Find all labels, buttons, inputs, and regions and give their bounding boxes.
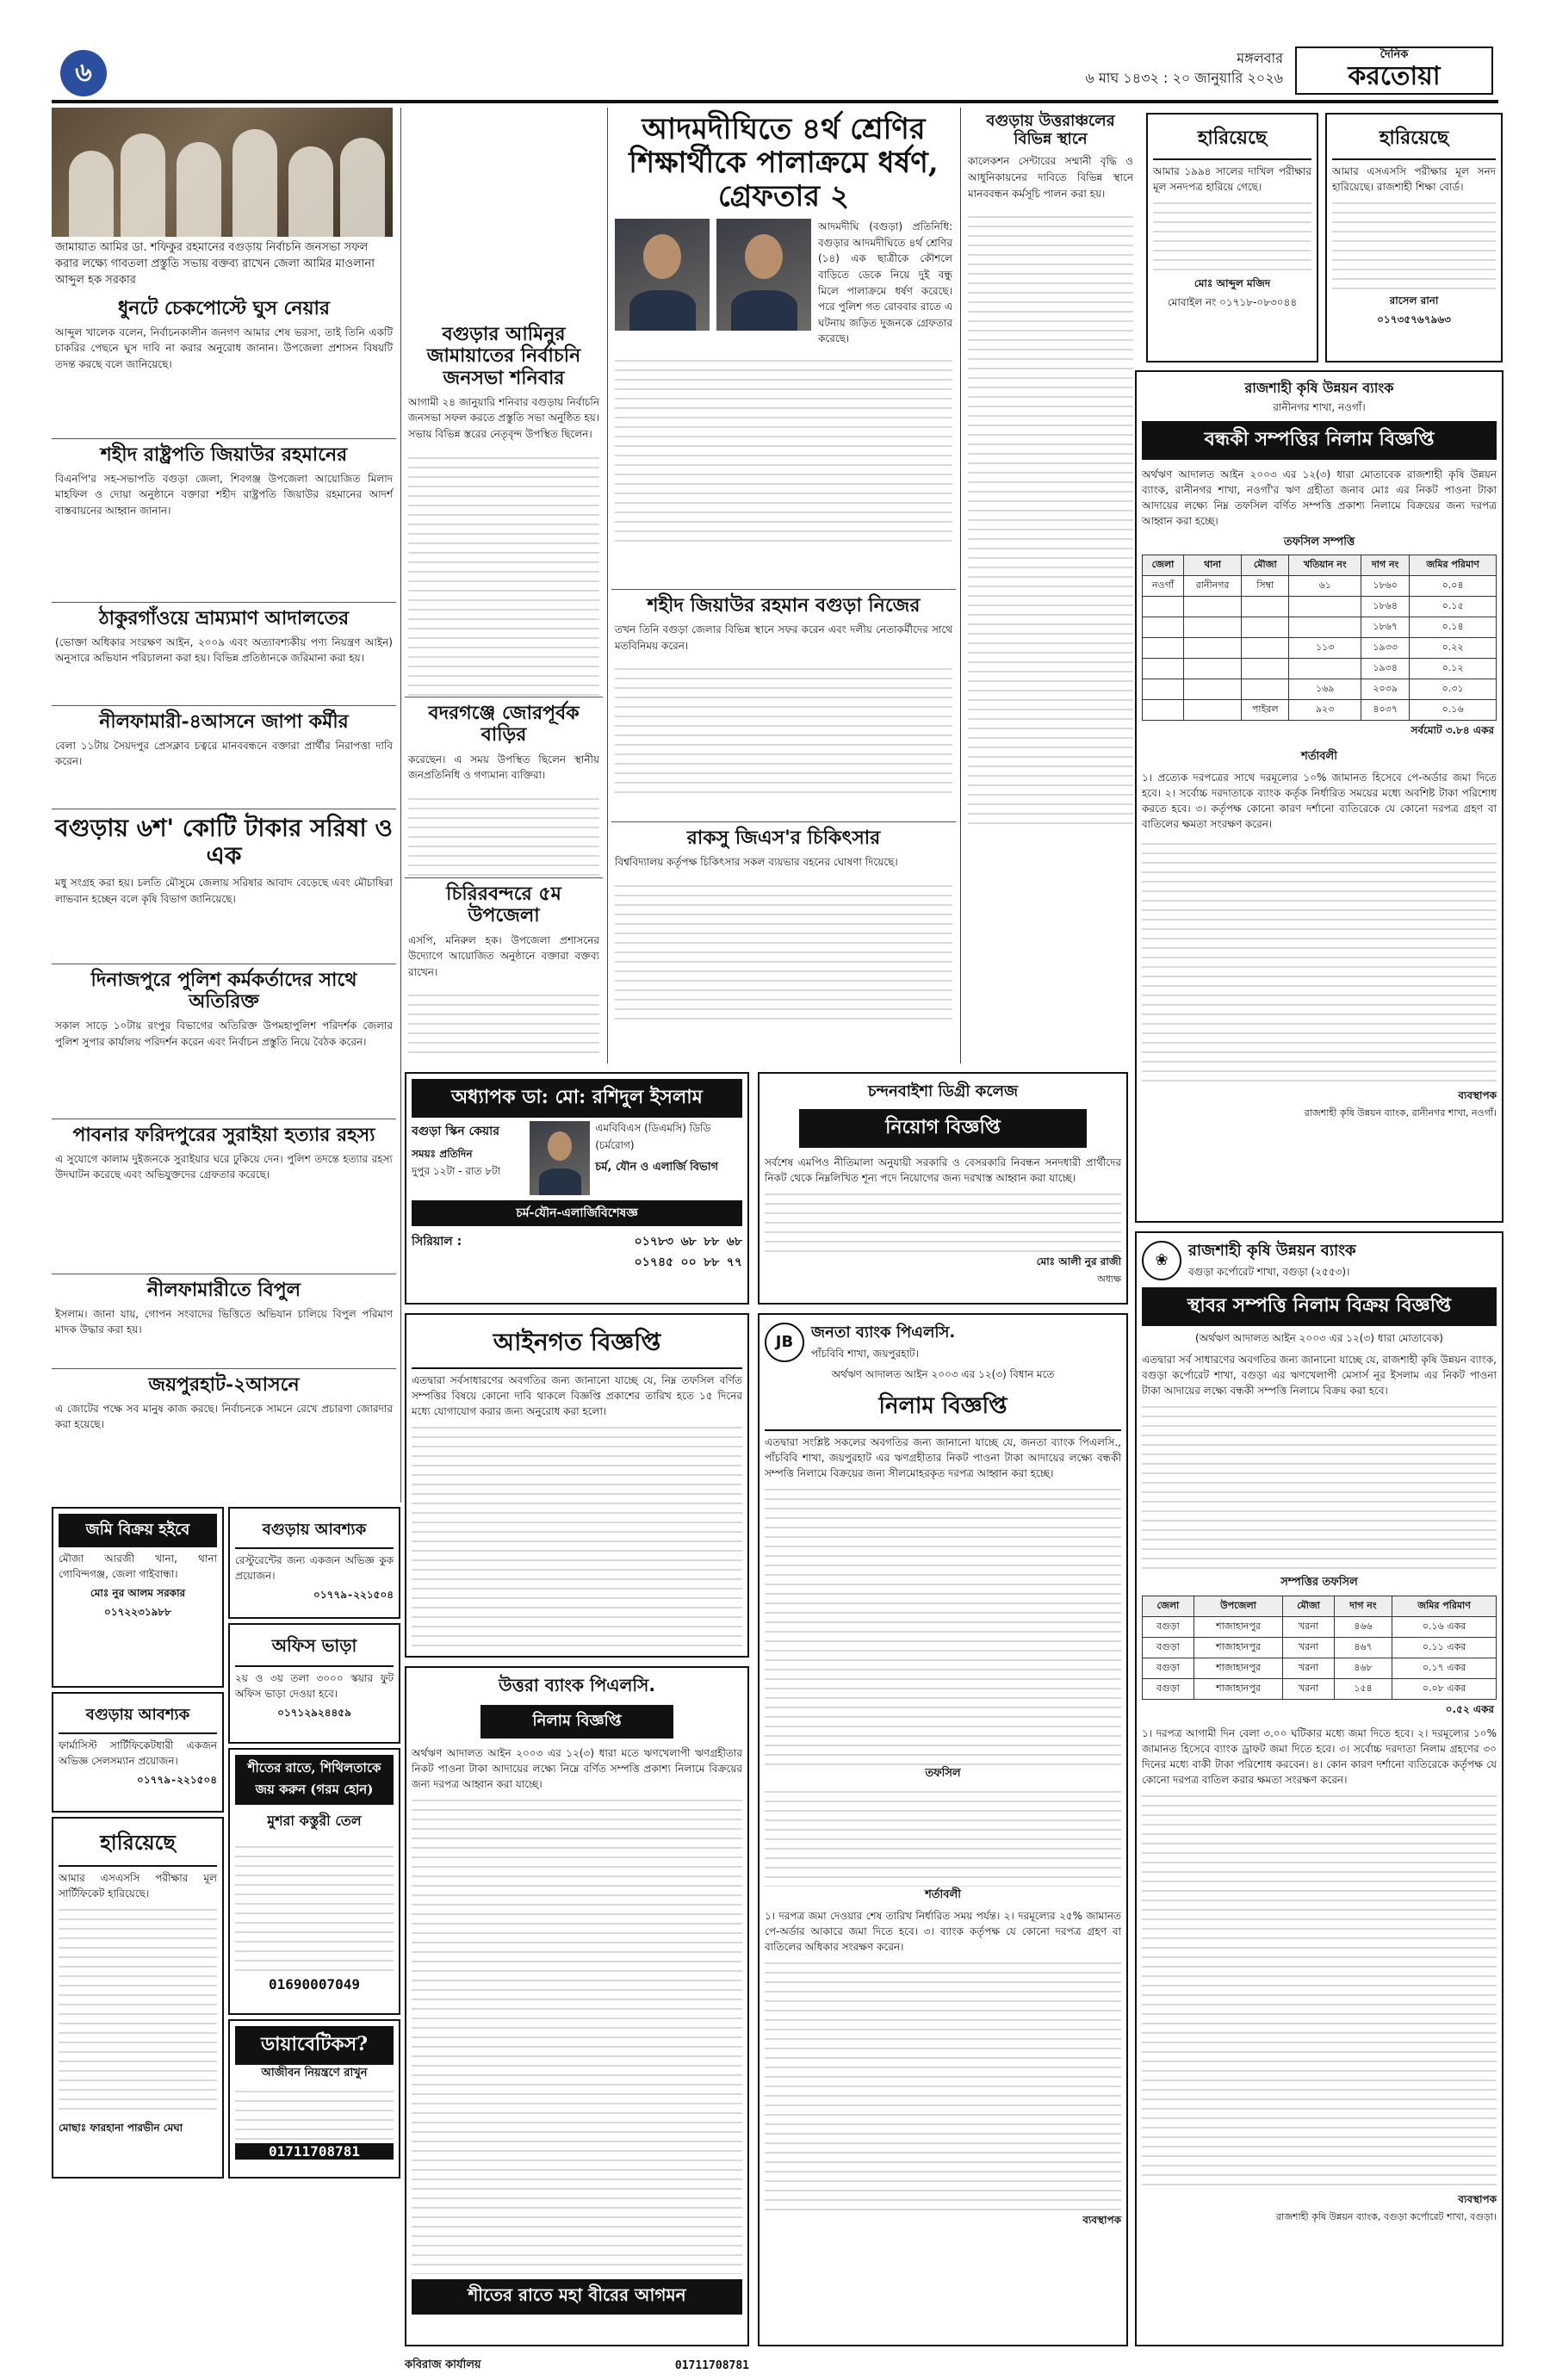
ad-body: অর্থঋণ আদালত আইন ২০০৩ এর ১২(৩) ধারা মতে ঋণখেলাপী ঋণগ্রহীতার নিকট পাওনা টাকা আদায়ের লক্ষ্যে নিম্নে বর্ণিত সম্পত্তি প্রকাশ্য নিলামে বিক্রয়ের জন্য দরপত্র আহ্বান করা যাচ্ছে। — [412, 1747, 742, 1790]
article-mustard — [52, 809, 396, 964]
serial-label: সিরিয়াল : — [412, 1235, 462, 1249]
ad-body: আমার এসএসসি পরীক্ষার মূল সার্টিফিকেট হারিয়েছে। — [59, 1872, 217, 1900]
land-sale-ad — [52, 1507, 224, 1688]
article-nilphamari-japa — [52, 706, 396, 809]
article-body: ইসলাম। জানা যায়, গোপন সংবাদের ভিত্তিতে অভিযান চালিয়ে বিপুল পরিমাণ মাদক উদ্ধার করা হয়। — [55, 1307, 393, 1336]
ad-title: নিয়োগ বিজ্ঞপ্তি — [799, 1109, 1087, 1148]
bank-name: উত্তরা ব্যাংক পিএলসি. — [499, 1675, 655, 1695]
doctor-phone-2: ০১৭৪৫ ০০ ৮৮ ৭৭ — [634, 1255, 742, 1269]
date-label: ৬ মাঘ ১৪৩২ : ২০ জানুয়ারি ২০২৬ — [1085, 70, 1283, 87]
ad-body: সর্বশেষ এমপিও নীতিমালা অনুযায়ী সরকারি ও বেসরকারি নিবন্ধন সনদধারী প্রার্থীদের নিকট থেকে নিম্নলিখিত শূন্য পদে নিয়োগের জন্য দরখাস্ত আহ্বান করা যাচ্ছে। — [765, 1156, 1121, 1184]
property-table — [1142, 555, 1497, 721]
ad-title: বগুড়ায় আবশ্যক — [59, 1699, 217, 1734]
table-cell: খরনা — [1283, 1658, 1334, 1679]
table-cell: ০.১৪ — [1410, 617, 1497, 638]
schedule-title: তফসিল — [925, 1767, 961, 1780]
article-nilphamari — [52, 1274, 396, 1369]
janata-bank-auction-ad — [758, 1313, 1128, 2346]
degrees: এমবিবিএস (ডিএমসি) ডিডি (চর্মরোগ) — [595, 1122, 711, 1151]
article-body: আগামী ২৪ জানুয়ারি শনিবার বগুড়ায় নির্বাচনি জনসভা সফল করতে প্রস্তুতি সভা অনুষ্ঠিত হয়। সভায় বিভিন্ন স্তরের নেতৃবৃন্দ উপস্থিত ছিলেন। — [408, 395, 599, 441]
table-cell: রানীনগর — [1183, 576, 1241, 597]
ad-body: অর্থঋণ আদালত আইন ২০০৩ এর ১২(৩) ধারা মোতাবেক রাজশাহী কৃষি উন্নয়ন ব্যাংক, রানীনগর শাখা, নওগাঁ'র ঋণ গ্রহীতা জনাব মোঃ এর নিকট পাওনা টাকা আদায়ের লক্ষ্যে নিম্ন তফসিল বর্ণিত সম্পত্তি প্রকাশ্য নিলামে বিক্রয়ের জন্য দরপত্র আহ্বান করা হচ্ছে। — [1142, 468, 1497, 527]
table-cell — [1242, 679, 1289, 700]
article-body: মধু সংগ্রহ করা হয়। চলতি মৌসুমে জেলায় সরিষার আবাদ বেড়েছে এবং মৌচাষিরা লাভবান হচ্ছেন বলে কৃষি বিভাগ জানিয়েছে। — [55, 876, 393, 905]
ad-phone: 01711708781 — [674, 2358, 749, 2372]
doctor-photo — [530, 1121, 590, 1195]
table-header-cell: দাগ নং — [1361, 555, 1410, 576]
schedule: দুপুর ১২টা - রাত ৮টা — [412, 1165, 501, 1177]
table-cell: বগুড়া — [1143, 1617, 1194, 1638]
table-row — [1143, 659, 1497, 679]
table-cell: ১৯৩৩ — [1361, 638, 1410, 659]
conditions-title: শর্তাবলী — [925, 1888, 961, 1901]
column-lead — [611, 108, 956, 1063]
office-rent-ad — [228, 1623, 400, 1744]
krishi-bank-auction-ad — [1135, 370, 1504, 1223]
article-body: এ জোটের পক্ষে সব মানুষ কাজ করছে। নির্বাচনকে সামনে রেখে প্রচারণা জোরদার করা হয়েছে। — [55, 1402, 393, 1431]
table-cell: ০.১৬ — [1410, 700, 1497, 721]
signatory-org: রাজশাহী কৃষি উন্নয়ন ব্যাংক, বগুড়া কর্পোরেট শাখা, বগুড়া। — [1275, 2211, 1497, 2222]
article-zia-bogura — [611, 590, 956, 822]
article-zia — [52, 439, 396, 603]
date-line — [1085, 48, 1283, 88]
table-cell — [1183, 617, 1241, 638]
table-cell: ৪৬৮ — [1334, 1658, 1392, 1679]
table-cell — [1242, 638, 1289, 659]
accused-photo-1 — [615, 219, 710, 331]
table-cell — [1183, 700, 1241, 721]
headline: নীলফামারীতে বিপুল — [146, 1278, 301, 1301]
table-cell: ১৫৪ — [1334, 1679, 1392, 1700]
ad-body: আমার ১৯৯৪ সালের দাখিল পরীক্ষার মূল সনদপত্র হারিয়ে গেছে। — [1153, 165, 1311, 193]
article-body: সকাল সাড়ে ১০টায় রংপুর বিভাগের অতিরিক্ত উপমহাপুলিশ পরিদর্শক জেলার পুলিশ সুপার কার্যালয় পরিদর্শন করেন এবং নির্বাচন প্রস্তুতি নিয়ে বৈঠক করেন। — [55, 1020, 393, 1048]
table-cell — [1143, 597, 1184, 617]
bank-name: রাজশাহী কৃষি উন্নয়ন ব্যাংক — [1188, 1242, 1356, 1260]
table-cell — [1143, 700, 1184, 721]
ad-name: রাসেল রানা — [1389, 294, 1439, 307]
uttara-bank-auction-ad — [405, 1666, 749, 2346]
doctor-phone-1: ০১৭৮৩ ৬৮ ৮৮ ৬৮ — [634, 1235, 742, 1249]
specialty-badge: চর্ম-যৌন-এলার্জিবিশেষজ্ঞ — [412, 1200, 742, 1226]
article-dhunat — [52, 293, 396, 439]
table-cell — [1143, 659, 1184, 679]
table-cell: ৪০৩৭ — [1361, 700, 1410, 721]
ad-title: কবিরাজ কার্যালয় — [405, 2358, 481, 2371]
ad-name: মোছাঃ ফারহানা পারভীন মেঘা — [59, 2122, 183, 2134]
column-left — [52, 108, 396, 1503]
ad-name: মোঃ আব্দুল মজিদ — [1194, 277, 1271, 289]
headline: জয়পুরহাট-২আসনে — [148, 1373, 300, 1396]
table-cell: শাজাহানপুর — [1194, 1679, 1283, 1700]
table-title: তফসিল সম্পত্তি — [1283, 536, 1355, 549]
table-cell — [1143, 638, 1184, 659]
table-cell: ১৬৯ — [1289, 679, 1361, 700]
headline: বদরগঞ্জে জোরপূর্বক বাড়ির — [428, 702, 580, 747]
paper-logo — [1295, 46, 1493, 95]
college-recruitment-ad — [758, 1072, 1128, 1305]
table-cell — [1183, 638, 1241, 659]
table-row — [1143, 597, 1497, 617]
table-cell — [1183, 659, 1241, 679]
bank-name: রাজশাহী কৃষি উন্নয়ন ব্যাংক — [1244, 380, 1394, 396]
table-cell: বগুড়া — [1143, 1679, 1194, 1700]
headline: ঠাকুরগাঁওয়ে ভ্রাম্যমাণ আদালতের — [98, 606, 350, 629]
pharmacist-wanted-ad — [52, 1692, 224, 1813]
lost-ads — [1141, 108, 1503, 366]
ad-phone: ০১৭৭৯-২২১৫০৪ — [137, 1774, 217, 1786]
bank-branch: পাঁচবিবি শাখা, জয়পুরহাট। — [811, 1348, 919, 1360]
table-cell — [1289, 597, 1361, 617]
winter-banner: শীতের রাতে মহা বীরের আগমন — [412, 2279, 742, 2315]
ad-title: ডায়াবেটিকস? — [235, 2026, 394, 2065]
ad-phone: ০১৭১২৯২৪৪৫৯ — [277, 1707, 351, 1719]
ad-title: অফিস ভাড়া — [235, 1630, 394, 1667]
headline: রাকসু জিএস'র চিকিৎসার — [686, 827, 881, 849]
winter-oil-ad — [228, 1748, 400, 2015]
logo-small-text: দৈনিক — [1380, 48, 1409, 61]
table-cell — [1289, 617, 1361, 638]
signatory: ব্যবস্থাপক — [1458, 2193, 1497, 2205]
table-cell: ৪৬৬ — [1334, 1617, 1392, 1638]
accused-photo-2 — [716, 219, 811, 331]
table-header-cell: জেলা — [1143, 1596, 1194, 1617]
table-cell: শাজাহানপুর — [1194, 1658, 1283, 1679]
article-bogura-north — [964, 108, 1137, 835]
ad-subtitle: আজীবন নিয়ন্ত্রণে রাখুন — [261, 2067, 368, 2079]
ad-body: মৌজা আরজী খানা, থানা গোবিন্দগঞ্জ, জেলা গাইবান্ধা। — [59, 1553, 217, 1580]
table-cell: ০.০৮ একর — [1392, 1679, 1497, 1700]
table-cell: ০.১৭ একর — [1392, 1658, 1497, 1679]
kabiraj-ad — [405, 2355, 749, 2376]
ad-subtitle: (অর্থঋণ আদালত আইন ২০০৩ এর ১২(৩) ধারা মোতাবেক) — [1195, 1332, 1443, 1344]
signatory: মোঃ আলী নুর রাজী — [1036, 1255, 1121, 1267]
conditions: ১। দরপত্র জমা দেওয়ার শেষ তারিখ নির্ধারিত সময় পর্যন্ত। ২। দরমূল্যের ২৫% জামানত পে-অর্ডার আকারে জমা দিতে হবে। ৩। ব্যাংক কর্তৃপক্ষ যে কোনো দরপত্র গ্রহণ বা বাতিলের অধিকার সংরক্ষণ করেন। — [765, 1910, 1121, 1953]
article-amir-rally — [405, 319, 603, 697]
article-body: বিশ্ববিদ্যালয় কর্তৃপক্ষ চিকিৎসার সকল ব্যয়ভার বহনের ঘোষণা দিয়েছে। — [615, 856, 898, 869]
article-dinajpur-police — [52, 964, 396, 1119]
headline: নীলফামারী-৪আসনে জাপা কর্মীর — [99, 710, 349, 733]
conditions: ১। দরপত্র আগামী দিন বেলা ৩.০০ ঘটিকার মধ্যে জমা দিতে হবে। ২। দরমূল্যের ১০% জামানত হিসেবে ব্যাংক ড্রাফট জমা দিতে হবে। ৩। সর্বোচ্চ দরদাতা নিলাম গ্রহণের ৩০ দিনের মধ্যে বাকী টাকা পরিশোধ করবেন। ৪। কোন কারণ দর্শানো ব্যতিরেকে কর্তৃপক্ষ যে কোনো দরপত্র বাতিল করার ক্ষমতা সংরক্ষণ করেন। — [1142, 1727, 1497, 1786]
headline: শহীদ রাষ্ট্রপতি জিয়াউর রহমানের — [100, 443, 348, 466]
table-cell: ০.১৬ একর — [1392, 1617, 1497, 1638]
signatory: ব্যবস্থাপক — [1458, 1089, 1497, 1101]
headline: বগুড়ার আমিনুর জামায়াতের নির্বাচনি জনসভা শনিবার — [426, 323, 581, 389]
table-row — [1143, 1679, 1497, 1700]
table-cell: ১১৩ — [1289, 638, 1361, 659]
table-cell — [1242, 659, 1289, 679]
table-cell: ২০৩৯ — [1361, 679, 1410, 700]
ad-title: আইনগত বিজ্ঞপ্তি — [412, 1320, 742, 1369]
table-cell: পাইরল — [1242, 700, 1289, 721]
article-body: তখন তিনি বগুড়া জেলার বিভিন্ন স্থানে সফর করেন এবং দলীয় নেতাকর্মীদের সাথে মতবিনিময় করেন। — [615, 623, 952, 652]
lost-certificate-ad — [52, 1817, 224, 2179]
property-table — [1142, 1596, 1497, 1700]
table-cell — [1143, 679, 1184, 700]
table-cell: ০.০৪ — [1410, 576, 1497, 597]
specialty: চর্ম, যৌন ও এলার্জি বিভাগ — [595, 1161, 719, 1174]
ad-title: নিলাম বিজ্ঞপ্তি — [480, 1705, 673, 1739]
column-four — [964, 108, 1137, 840]
masthead — [52, 43, 1498, 103]
table-total: সর্বমোট ৩.৮৪ একর — [1410, 724, 1494, 736]
table-row — [1143, 1617, 1497, 1638]
table-cell: খরনা — [1283, 1617, 1334, 1638]
table-cell: খরনা — [1283, 1679, 1334, 1700]
table-header-cell: মৌজা — [1242, 555, 1289, 576]
article-body: এ সুযোগে কালাম দুইজনকে সুরাইয়ার ঘরে ঢুকিয়ে দেন। পুলিশ তদন্তে হত্যার রহস্য উদঘাটন করেছে এবং অভিযুক্তদের গ্রেফতার করেছে। — [55, 1152, 393, 1181]
table-row — [1143, 679, 1497, 700]
table-row — [1143, 1658, 1497, 1679]
ad-title: হারিয়েছে — [59, 1824, 217, 1867]
ad-body: এতদ্বারা সর্বসাধারণের অবগতির জন্য জানানো যাচ্ছে যে, নিম্ন তফসিল বর্ণিত সম্পত্তির বিষয়ে কোনো দাবি থাকলে বিজ্ঞপ্তি প্রকাশের তারিখ হতে ১৫ দিনের মধ্যে যোগাযোগ করার জন্য অনুরোধ করা হলো। — [412, 1374, 742, 1417]
cook-wanted-ad — [228, 1507, 400, 1619]
table-total: ০.৫২ একর — [1445, 1703, 1494, 1715]
table-cell: ০.১২ — [1410, 659, 1497, 679]
table-cell: ১৮৬০ — [1361, 576, 1410, 597]
lost-ad-2 — [1325, 113, 1503, 363]
article-thakurgaon — [52, 603, 396, 706]
table-header-cell: জমির পরিমাণ — [1392, 1596, 1497, 1617]
article-badarganj — [405, 697, 603, 878]
article-joypurhat — [52, 1369, 396, 1464]
headline: শহীদ জিয়াউর রহমান বগুড়া নিজের — [647, 594, 921, 617]
table-header-cell: মৌজা — [1283, 1596, 1334, 1617]
table-row — [1143, 576, 1497, 597]
ad-title: নিলাম বিজ্ঞপ্তি — [765, 1385, 1121, 1431]
bank-name: জনতা ব্যাংক পিএলসি. — [811, 1323, 956, 1342]
college-name: চন্দনবাইশা ডিগ্রী কলেজ — [867, 1082, 1019, 1100]
bank-branch: রানীনগর শাখা, নওগাঁ। — [1273, 401, 1366, 413]
article-body: কালেকশন সেন্টারের সম্মানী বৃদ্ধি ও আধুনিকায়নের দাবিতে বিভিন্ন স্থানে মানববন্ধন কর্মসূচি পালন করা হয়। — [968, 155, 1133, 200]
news-photo — [52, 108, 393, 237]
table-cell: ১৮৬৭ — [1361, 617, 1410, 638]
ad-title: বগুড়ায় আবশ্যক — [235, 1514, 394, 1549]
table-cell: শাজাহানপুর — [1194, 1617, 1283, 1638]
conditions-title: শর্তাবলী — [1301, 750, 1337, 763]
ad-body: আমার এসএসসি পরীক্ষার মূল সনদ হারিয়েছে। রাজশাহী শিক্ষা বোর্ড। — [1332, 165, 1496, 193]
schedule-label: সময়ঃ প্রতিদিন — [412, 1148, 473, 1160]
article-raksu — [611, 822, 956, 1055]
krishi-bank-logo-icon: ❀ — [1142, 1241, 1181, 1280]
table-row — [1143, 1638, 1497, 1658]
table-row — [1143, 617, 1497, 638]
headline: দিনাজপুরে পুলিশ কর্মকর্তাদের সাথে অতিরিক্ত — [90, 968, 357, 1013]
ad-title: হারিয়েছে — [1153, 120, 1311, 160]
table-cell: ১৮৬৪ — [1361, 597, 1410, 617]
table-cell: বগুড়া — [1143, 1658, 1194, 1679]
table-cell: খরনা — [1283, 1638, 1334, 1658]
lead-body: আদমদীঘি (বগুড়া) প্রতিনিধি: বগুড়ার আদমদীঘিতে ৪র্থ শ্রেণির (১৪) এক ছাত্রীকে কৌশলে বাড়িতে ডেকে নিয়ে দুই বন্ধু মিলে পালাক্রমে ধর্ষণ করেছে। পরে পুলিশ গত রোববার রাতে এ ঘটনায় জড়িত দুজনকে গ্রেফতার করেছে। — [818, 220, 952, 345]
legal-notice-ad — [405, 1313, 749, 1658]
table-cell: ০.২২ — [1410, 638, 1497, 659]
ad-body: ২য় ও ৩য় তলা ৩০০০ স্কয়ার ফুট অফিস ভাড়া দেওয়া হবে। — [235, 1672, 394, 1700]
ad-phone: 01690007049 — [269, 1976, 360, 1993]
classifieds — [52, 1507, 400, 2346]
ad-body: রেস্টুরেন্টের জন্য একজন অভিজ্ঞ কুক প্রয়োজন। — [235, 1554, 394, 1582]
table-header-cell: উপজেলা — [1194, 1596, 1283, 1617]
table-cell: ০.১৫ — [1410, 597, 1497, 617]
ad-phone: মোবাইল নং ০১৭১৮-০৮৩০৪৪ — [1167, 296, 1298, 308]
headline: বগুড়ায় ৬শ' কোটি টাকার সরিষা ও এক — [55, 813, 394, 870]
table-cell: বগুড়া — [1143, 1638, 1194, 1658]
ad-phone: ০১৭২২৩১৯৮৮ — [104, 1606, 171, 1618]
ad-body: এতদ্বারা সংশ্লিষ্ট সকলের অবগতির জন্য জানানো যাচ্ছে যে, জনতা ব্যাংক পিএলসি., পাঁচবিবি শাখা, জয়পুরহাট এর ঋণগ্রহীতার নিকট পাওনা টাকা আদায়ের লক্ষ্যে বন্ধকী সম্পত্তি নিলামে বিক্রয়ের জন্য সীলমোহরকৃত দরপত্র আহ্বান করা হচ্ছে। — [765, 1436, 1121, 1479]
table-header-cell: খতিয়ান নং — [1289, 555, 1361, 576]
table-cell: ০.১১ একর — [1392, 1638, 1497, 1658]
article-chirirbandar — [405, 878, 603, 1059]
ad-title: বন্ধকী সম্পত্তির নিলাম বিজ্ঞপ্তি — [1142, 421, 1497, 460]
product-name: মুশরা কস্তুরী তেল — [267, 1813, 362, 1829]
clinic-name: বগুড়া স্কিন কেয়ার — [412, 1125, 499, 1138]
ad-phone: ০১৭৩৫৭৬৭৯৬৩ — [1377, 313, 1451, 325]
article-body: আব্দুল খালেক বলেন, নির্বাচনকালীন জনগণ আমার শেষ ভরসা, তাই তিনি একটি চাকরির পেছনে ঘুস দাবি না করার অনুরোধ জানান। উপজেলা প্রশাসন বিষয়টি তদন্ত করছে বলে জানিয়েছে। — [55, 325, 393, 371]
ad-phone: ০১৭৭৯-২২১৫০৪ — [313, 1589, 394, 1601]
bank-branch: বগুড়া কর্পোরেট শাখা, বগুড়া (২৫৫৩)। — [1188, 1266, 1350, 1278]
article-body: বেলা ১১টায় সৈয়দপুর প্রেসক্লাব চত্বরে মানববন্ধনে বক্তারা প্রার্থীর নিরাপত্তা দাবি করেন। — [55, 739, 393, 768]
table-cell: ৪৬৭ — [1334, 1638, 1392, 1658]
table-row — [1143, 700, 1497, 721]
ad-title: হারিয়েছে — [1332, 120, 1496, 160]
table-cell — [1242, 617, 1289, 638]
table-cell — [1242, 597, 1289, 617]
table-row — [1143, 638, 1497, 659]
ad-title: জমি বিক্রয় হইবে — [59, 1514, 217, 1547]
headline: ধুনটে চেকপোস্টে ঘুস নেয়ার — [117, 296, 331, 319]
column-two — [405, 319, 603, 1068]
article-body: এসপি, মনিরুল হক। উপজেলা প্রশাসনের উদ্যোগে আয়োজিত অনুষ্ঠানে বক্তারা বক্তব্য রাখেন। — [408, 933, 599, 978]
table-cell: ০.৩১ — [1410, 679, 1497, 700]
table-cell: ১৯৩৪ — [1361, 659, 1410, 679]
ad-phone: 01711708781 — [235, 2143, 394, 2160]
article-body: করেছেন। এ সময় উপস্থিত ছিলেন স্থানীয় জনপ্রতিনিধি ও গণ্যমান্য ব্যক্তিরা। — [408, 753, 599, 782]
ad-body: এতদ্বারা সর্ব সাধারণের অবগতির জন্য জানানো যাচ্ছে যে, রাজশাহী কৃষি উন্নয়ন ব্যাংক, বগুড়া কর্পোরেট শাখা, বগুড়া এর ঋণখেলাপী মেসার্স নূর ইসলাম এর নিকট পাওনা টাকা আদায়ের লক্ষ্যে বন্ধকী সম্পত্তি নিলামে বিক্রয় করা হবে। — [1142, 1354, 1497, 1397]
table-title: সম্পত্তির তফসিল — [1280, 1576, 1358, 1589]
page-number: ৬ — [60, 50, 107, 96]
table-cell: নওগাঁ — [1143, 576, 1184, 597]
table-cell: শাজাহানপুর — [1194, 1638, 1283, 1658]
table-cell: সিম্বা — [1242, 576, 1289, 597]
table-cell — [1183, 679, 1241, 700]
signatory: ব্যবস্থাপক — [1082, 2214, 1121, 2226]
headline: পাবনার ফরিদপুরের সুরাইয়া হত্যার রহস্য — [72, 1123, 375, 1146]
table-cell — [1289, 659, 1361, 679]
table-header-cell: জেলা — [1143, 555, 1184, 576]
doctor-ad — [405, 1072, 749, 1305]
table-cell: ৯২৩ — [1289, 700, 1361, 721]
diabetes-ad — [228, 2019, 400, 2179]
ad-contact: মোঃ নুর আলম সরকার — [90, 1587, 186, 1599]
ad-subtitle: অর্থঋণ আদালত আইন ২০০৩ এর ১২(৩) বিধান মতে — [831, 1368, 1055, 1380]
ad-title: স্থাবর সম্পত্তি নিলাম বিক্রয় বিজ্ঞপ্তি — [1142, 1287, 1497, 1326]
lead-article — [611, 108, 956, 590]
ad-title: শীতের রাতে, শিথিলতাকে জয় করুন (গরম হোন) — [235, 1755, 394, 1805]
signatory-org: রাজশাহী কৃষি উন্নয়ন ব্যাংক, রানীনগর শাখা, নওগাঁ। — [1304, 1107, 1497, 1119]
doctor-name: অধ্যাপক ডা: মো: রশিদুল ইসলাম — [412, 1079, 742, 1118]
table-header-cell: থানা — [1183, 555, 1241, 576]
lost-ad-1 — [1146, 113, 1318, 363]
conditions: ১। প্রত্যেক দরপত্রের সাথে দরমূল্যের ১০% জামানত হিসেবে পে-অর্ডার জমা দিতে হবে। ২। সর্বোচ্চ দরদাতাকে ব্যাংক কর্তৃক নির্ধারিত সময়ের মধ্যে অবশিষ্ট টাকা পরিশোধ করতে হবে। ৩। কর্তৃপক্ষ কোনো কারণ দর্শানো ব্যতিরেকে যে কোনো দরপত্র গ্রহণ বা বাতিলের ক্ষমতা সংরক্ষণ করেন। — [1142, 772, 1497, 830]
table-cell — [1183, 597, 1241, 617]
signatory-role: অধ্যক্ষ — [1097, 1274, 1121, 1285]
table-header-cell: জমির পরিমাণ — [1410, 555, 1497, 576]
photo-caption: জামায়াত আমির ডা. শফিকুর রহমানের বগুড়ায় নির্বাচনি জনসভা সফল করার লক্ষ্যে গাবতলা প্রস্তুতি সভায় বক্তব্য রাখেন জেলা আমির মাওলানা আব্দুল হক সরকার — [55, 241, 375, 287]
ad-body: ফার্মাসিস্ট সার্টিফিকেটধারী একজন অভিজ্ঞ সেলসম্যান প্রয়োজন। — [59, 1739, 217, 1767]
logo-name: করতোয়া — [1348, 61, 1441, 91]
table-cell — [1143, 617, 1184, 638]
article-body: (ভোক্তা অধিকার সংরক্ষণ আইন, ২০০৯ এবং অত্যাবশ্যকীয় পণ্য নিয়ন্ত্রণ আইন) অনুসারে অভিযান পরিচালনা করা হয়। বিভিন্ন প্রতিষ্ঠানকে জরিমানা করা হয়। — [55, 635, 393, 665]
table-header-cell: দাগ নং — [1334, 1596, 1392, 1617]
headline: বগুড়ায় উত্তরাঞ্চলের বিভিন্ন স্থানে — [986, 112, 1115, 148]
article-body: বিএনপি'র সহ-সভাপতি বগুড়া জেলা, শিবগঞ্জ উপজেলা আয়োজিত মিলাদ মাহফিল ও দোয়া অনুষ্ঠানে বক্তারা শহীদ রাষ্ট্রপতি জিয়াউর রহমানের আদর্শ বাস্তবায়নের আহ্বান জানান। — [55, 472, 393, 518]
lead-headline: আদমদীঘিতে ৪র্থ শ্রেণির শিক্ষার্থীকে পালাক্রমে ধর্ষণ, গ্রেফতার ২ — [629, 112, 939, 214]
day-label: মঙ্গলবার — [1237, 50, 1283, 66]
table-cell: ৬১ — [1289, 576, 1361, 597]
janata-logo-icon: JB — [765, 1323, 804, 1362]
article-pabna — [52, 1119, 396, 1274]
headline: চিরিরবন্দরে ৫ম উপজেলা — [446, 883, 561, 927]
krishi-bogura-auction-ad — [1135, 1231, 1504, 2346]
